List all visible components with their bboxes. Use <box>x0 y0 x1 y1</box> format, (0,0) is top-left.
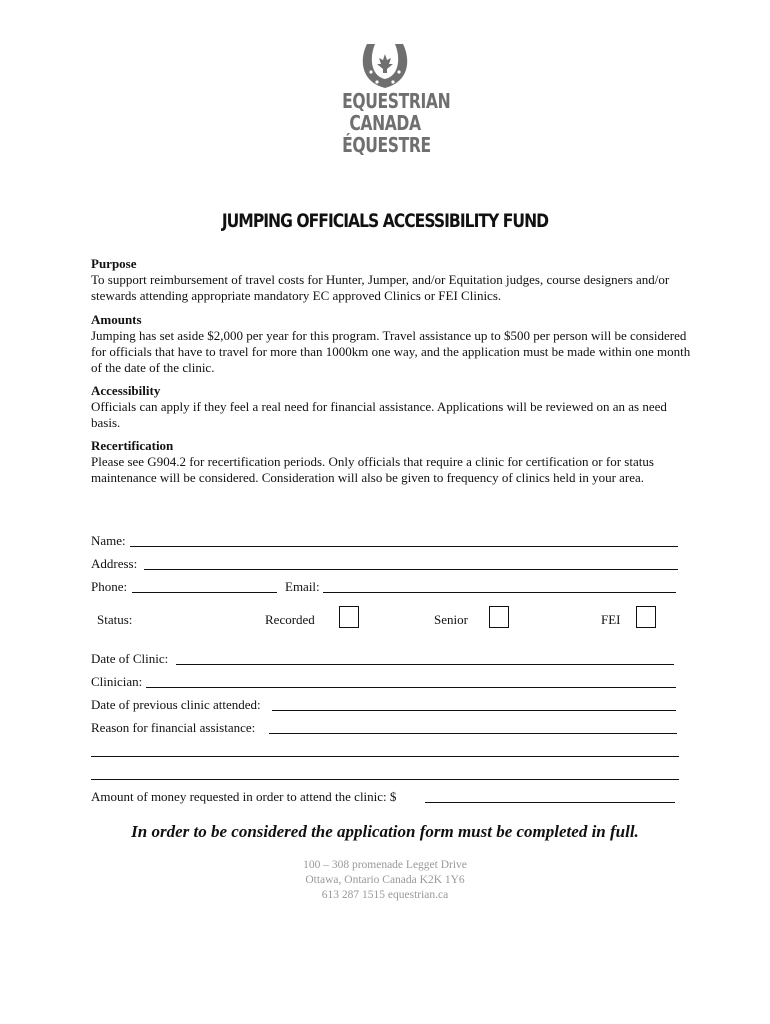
page-title-text: JUMPING OFFICIALS ACCESSIBILITY FUND <box>221 210 549 232</box>
reason-field-line-2[interactable] <box>91 756 679 757</box>
amounts-body: Jumping has set aside $2,000 per year for this program. Travel assistance up to $500 per person will be considered for officials that have to travel for more than 1000km one way, and the application must be made within one month of the date of the clinic. <box>91 328 691 375</box>
phone-field[interactable] <box>132 592 277 593</box>
name-field[interactable] <box>130 546 678 547</box>
previous-clinic-field[interactable] <box>272 710 676 711</box>
address-label: Address: <box>91 556 138 571</box>
recertification-body: Please see G904.2 for recertification periods. Only officials that require a clinic for certification or for status maintenance will be considered. Consideration will also be given to frequency of clinics held in your area. <box>91 454 654 485</box>
completion-notice: In order to be considered the application form must be completed in full. <box>131 822 639 841</box>
email-field[interactable] <box>323 592 676 593</box>
logo-line-3: ÉQUESTRE <box>342 133 431 157</box>
reason-field[interactable] <box>269 733 677 734</box>
amounts-heading: Amounts <box>91 312 142 327</box>
accessibility-heading: Accessibility <box>91 383 161 398</box>
amount-field[interactable] <box>425 802 675 803</box>
clinician-label: Clinician: <box>91 674 143 689</box>
date-of-clinic-field[interactable] <box>176 664 674 665</box>
horseshoe-maple-leaf-icon <box>359 42 411 90</box>
logo-line-1: EQUESTRIAN <box>342 89 451 113</box>
status-senior-label: Senior <box>434 612 468 627</box>
footer-address-line-1: 100 – 308 promenade Legget Drive <box>303 859 467 871</box>
phone-label: Phone: <box>91 579 128 594</box>
status-recorded-label: Recorded <box>265 612 315 627</box>
status-senior-checkbox[interactable] <box>489 606 509 628</box>
reason-field-line-3[interactable] <box>91 779 679 780</box>
recertification-heading: Recertification <box>91 438 174 453</box>
purpose-heading: Purpose <box>91 256 137 271</box>
email-label: Email: <box>285 579 320 594</box>
status-fei-label: FEI <box>601 612 621 627</box>
name-label: Name: <box>91 533 126 548</box>
clinician-field[interactable] <box>146 687 676 688</box>
logo-line-2: CANADA <box>349 111 421 135</box>
status-fei-checkbox[interactable] <box>636 606 656 628</box>
amount-label: Amount of money requested in order to attend the clinic: $ <box>91 789 397 804</box>
address-field[interactable] <box>144 569 678 570</box>
accessibility-body: Officials can apply if they feel a real need for financial assistance. Applications will be reviewed on an as need basis. <box>91 399 667 430</box>
footer-address <box>0 858 770 903</box>
previous-clinic-label: Date of previous clinic attended: <box>91 697 261 712</box>
status-label: Status: <box>97 612 133 627</box>
page-title <box>0 210 770 232</box>
footer-address-line-3: 613 287 1515 equestrian.ca <box>321 889 449 901</box>
date-of-clinic-label: Date of Clinic: <box>91 651 169 666</box>
footer-address-line-2: Ottawa, Ontario Canada K2K 1Y6 <box>305 874 465 886</box>
organization-logo <box>330 42 451 157</box>
status-recorded-checkbox[interactable] <box>339 606 359 628</box>
purpose-body: To support reimbursement of travel costs for Hunter, Jumper, and/or Equitation judges, course designers and/or stewards attending appropriate mandatory EC approved Clinics or FEI Clinics. <box>91 272 670 303</box>
reason-label: Reason for financial assistance: <box>91 720 256 735</box>
